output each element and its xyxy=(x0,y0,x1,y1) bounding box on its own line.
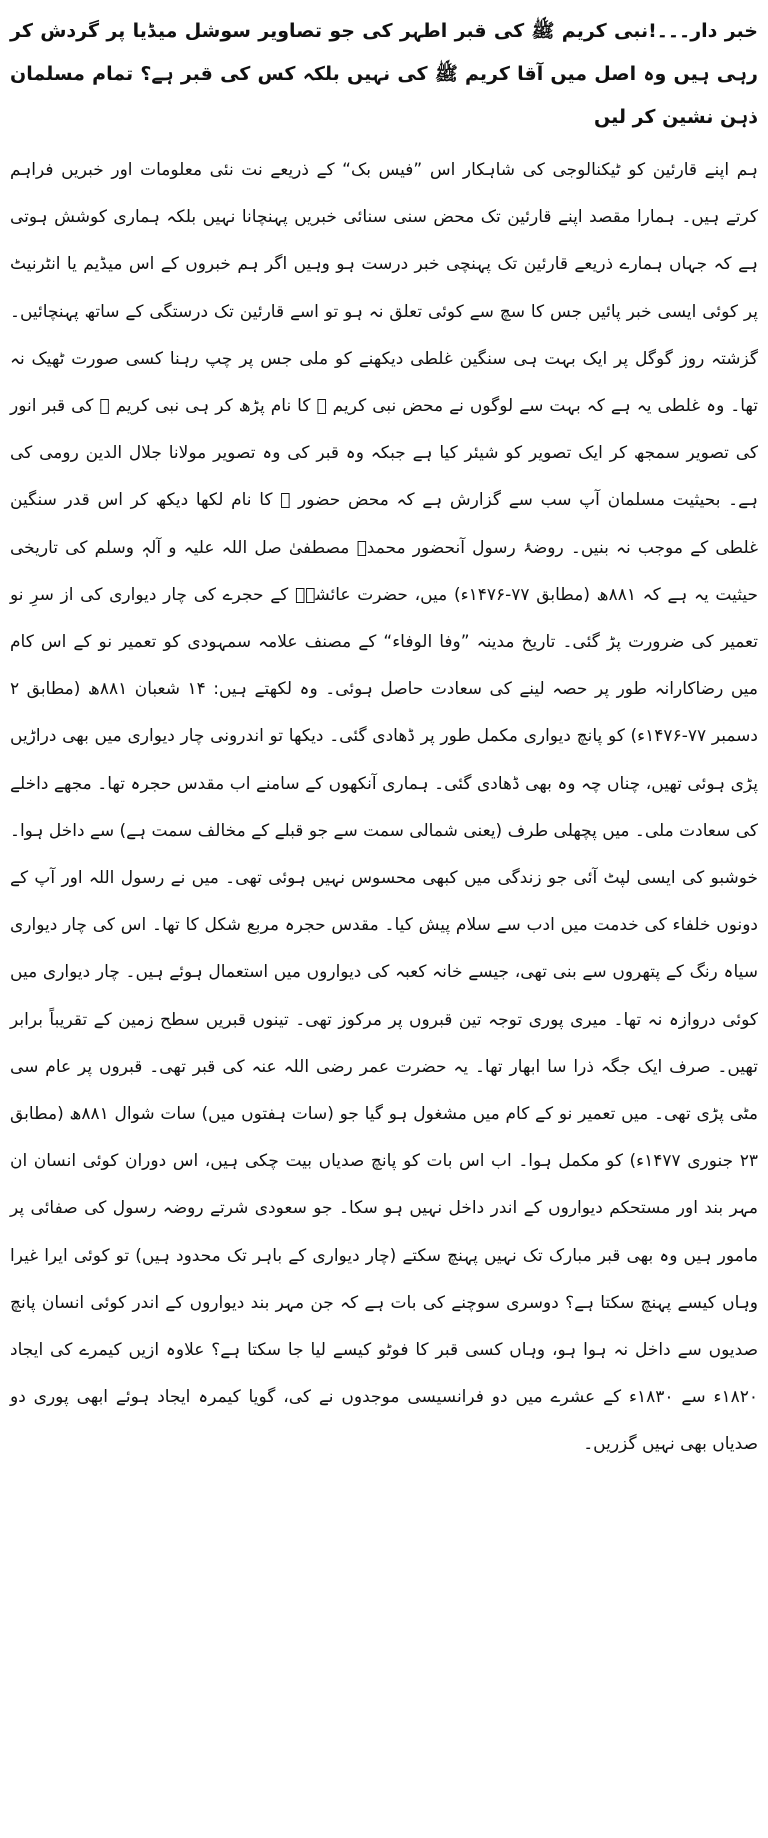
article-headline: خبر دار۔۔۔!نبی کریم ﷺ کی قبر اطہر کی جو تصاویر سوشل میڈیا پر گردش کر رہی ہیں وہ اصل میں آقا کریم ﷺ کی نہیں بلکہ کس کی قبر ہے؟ تمام مسلمان ذہن نشین کر لیں xyxy=(10,20,758,128)
article xyxy=(10,10,758,1828)
article-body xyxy=(10,147,758,1469)
article-paragraph: ہم اپنے قارئین کو ٹیکنالوجی کی شاہکار اس ”فیس بک“ کے ذریعے نت نئی معلومات اور خبریں فراہم کرتے ہیں۔ ہمارا مقصد اپنے قارئین تک محض سنی سنائی خبریں پہنچانا نہیں بلکہ ہماری کوشش ہوتی ہے کہ جہاں ہمارے ذریعے قارئین تک پہنچی خبر درست ہو وہیں اگر ہم خبروں کے اس میڈیم یا انٹرنیٹ پر کوئی ایسی خبر پائیں جس کا سچ سے کوئی تعلق نہ ہو تو اسے قارئین تک درستگی کے ساتھ پہنچائیں۔ گزشتہ روز گوگل پر ایک بہت ہی سنگین غلطی دیکھنے کو ملی جس پر چپ رہنا کسی صورت ٹھیک نہ تھا۔ وہ غلطی یہ ہے کہ بہت سے لوگوں نے محض نبی کریم ﷺ کا نام پڑھ کر ہی نبی کریم ﷺ کی قبر انور کی تصویر سمجھ کر ایک تصویر کو شیئر کیا ہے جبکہ وہ قبر کی وہ تصویر مولانا جلال الدین رومی کی ہے۔ بحیثیت مسلمان آپ سب سے گزارش ہے کہ محض حضور ﷺ کا نام لکھا دیکھ کر اس قدر سنگین غلطی کے موجب نہ بنیں۔ روضۂ رسول آنحضور محمدؐ مصطفیٰ صل اللہ علیہ و آلہٖ وسلم کی تاریخی حیثیت یہ ہے کہ ۸۸۱ھ (مطابق ۷۷-۱۴۷۶ء) میں، حضرت عائشہؓ کے حجرے کی چار دیواری کی از سرِ نو تعمیر کی ضرورت پڑ گئی۔ تاریخ مدینہ ”وفا الوفاء“ کے مصنف علامہ سمہودی کو تعمیر نو کے اس کام میں رضاکارانہ طور پر حصہ لینے کی سعادت حاصل ہوئی۔ وہ لکھتے ہیں: ۱۴ شعبان ۸۸۱ھ (مطابق ۲ دسمبر ۷۷-۱۴۷۶ء) کو پانچ دیواری مکمل طور پر ڈھادی گئی۔ دیکھا تو اندرونی چار دیواری میں بھی دراڑیں پڑی ہوئی تھیں، چناں چہ وہ بھی ڈھادی گئی۔ ہماری آنکھوں کے سامنے اب مقدس حجرہ تھا۔ مجھے داخلے کی سعادت ملی۔ میں پچھلی طرف (یعنی شمالی سمت سے جو قبلے کے مخالف سمت ہے) سے داخل ہوا۔ خوشبو کی ایسی لپٹ آئی جو زندگی میں کبھی محسوس نہیں ہوئی تھی۔ میں نے رسول اللہ اور آپ کے دونوں خلفاء کی خدمت میں ادب سے سلام پیش کیا۔ مقدس حجرہ مربع شکل کا تھا۔ اس کی چار دیواری سیاہ رنگ کے پتھروں سے بنی تھی، جیسے خانہ کعبہ کی دیواروں میں استعمال ہوئے ہیں۔ چار دیواری میں کوئی دروازہ نہ تھا۔ میری پوری توجہ تین قبروں پر مرکوز تھی۔ تینوں قبریں سطح زمین کے تقریباً برابر تھیں۔ صرف ایک جگہ ذرا سا ابھار تھا۔ یہ حضرت عمر رضی اللہ عنہ کی قبر تھی۔ قبروں پر عام سی مٹی پڑی تھی۔ میں تعمیر نو کے کام میں مشغول ہو گیا جو (سات ہفتوں میں) سات شوال ۸۸۱ھ (مطابق ۲۳ جنوری ۱۴۷۷ء) کو مکمل ہوا۔ اب اس بات کو پانچ صدیاں بیت چکی ہیں، اس دوران کوئی انسان ان مہر بند اور مستحکم دیواروں کے اندر داخل نہیں ہو سکا۔ جو سعودی شرتے روضہ رسول کی صفائی پر مامور ہیں وہ بھی قبر مبارک تک نہیں پہنچ سکتے (چار دیواری کے باہر تک محدود ہیں) تو کوئی ایرا غیرا وہاں کیسے پہنچ سکتا ہے؟ دوسری سوچنے کی بات ہے کہ جن مہر بند دیواروں کے اندر کوئی انسان پانچ صدیوں سے داخل نہ ہوا ہو، وہاں کسی قبر کا فوٹو کیسے لیا جا سکتا ہے؟ علاوہ ازیں کیمرے کی ایجاد ۱۸۲۰ء سے ۱۸۳۰ء کے عشرے میں دو فرانسیسی موجدوں نے کی، گویا کیمرہ ایجاد ہوئے ابھی پوری دو صدیاں بھی نہیں گزریں۔ xyxy=(10,160,759,1455)
